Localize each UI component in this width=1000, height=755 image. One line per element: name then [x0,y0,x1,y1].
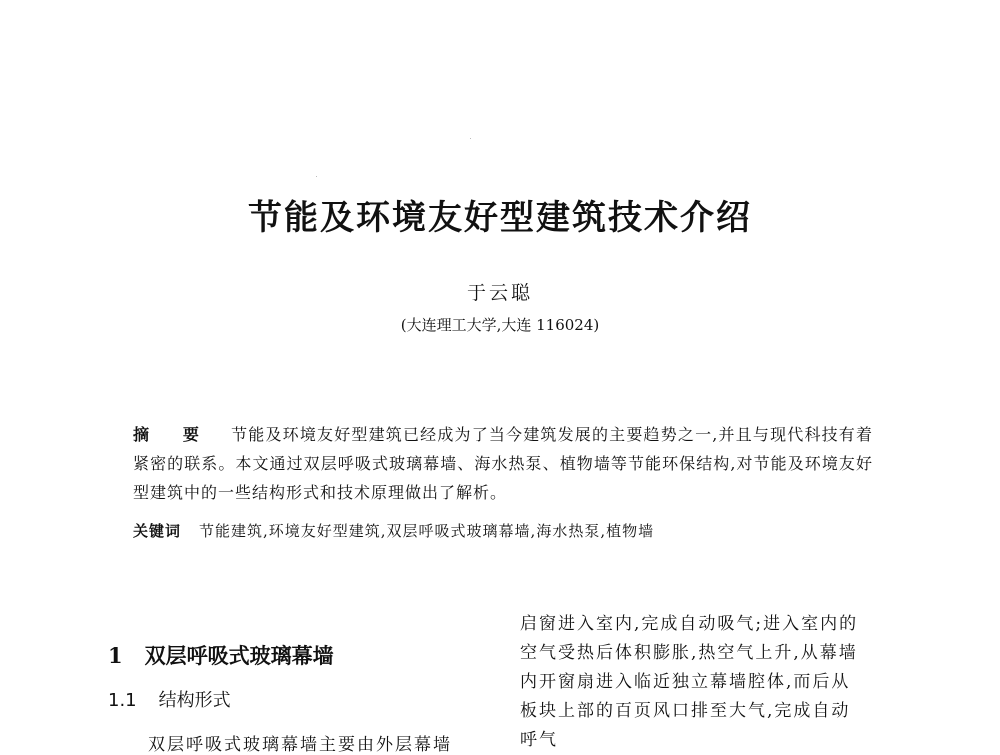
right-column-text [520,610,900,755]
subsection-heading-1-1 [108,686,231,712]
paper-title: 节能及环境友好型建筑技术介绍 [248,198,752,238]
abstract-block [133,420,873,507]
scan-speck [470,138,471,139]
section-heading-1 [108,640,334,670]
author-name: 于云聪 [466,282,533,304]
section-number: 1 [108,643,123,668]
author-affiliation: (大连理工大学,大连 116024) [400,316,600,334]
keywords-label: 关键词 [133,522,182,540]
abstract-label: 摘 要 [133,425,214,444]
body-text-line-cut: 双层呼吸式玻璃幕墙主要由外层幕墙 [148,735,452,755]
text-line: 板块上部的百页风口排至大气,完成自动 [520,701,851,721]
keywords-text: 节能建筑,环境友好型建筑,双层呼吸式玻璃幕墙,海水热泵,植物墙 [199,522,655,540]
text-line: 空气受热后体积膨胀,热空气上升,从幕墙 [520,643,858,663]
subsection-title: 结构形式 [158,690,231,711]
text-line: 呼气 [520,730,558,750]
text-line: 内开窗扇进入临近独立幕墙腔体,而后从 [520,672,851,692]
keywords-block [133,520,873,541]
scan-speck [316,176,317,177]
text-line: 启窗进入室内,完成自动吸气;进入室内的 [520,614,859,634]
section-title: 双层呼吸式玻璃幕墙 [144,643,334,668]
subsection-number: 1.1 [108,690,137,711]
abstract-text: 节能及环境友好型建筑已经成为了当今建筑发展的主要趋势之一,并且与现代科技有着紧密的联系。本文通过双层呼吸式玻璃幕墙、海水热泵、植物墙等节能环保结构,对节能及环境友好型建筑中的一些结构形式和技术原理做出了解析。 [133,425,873,502]
